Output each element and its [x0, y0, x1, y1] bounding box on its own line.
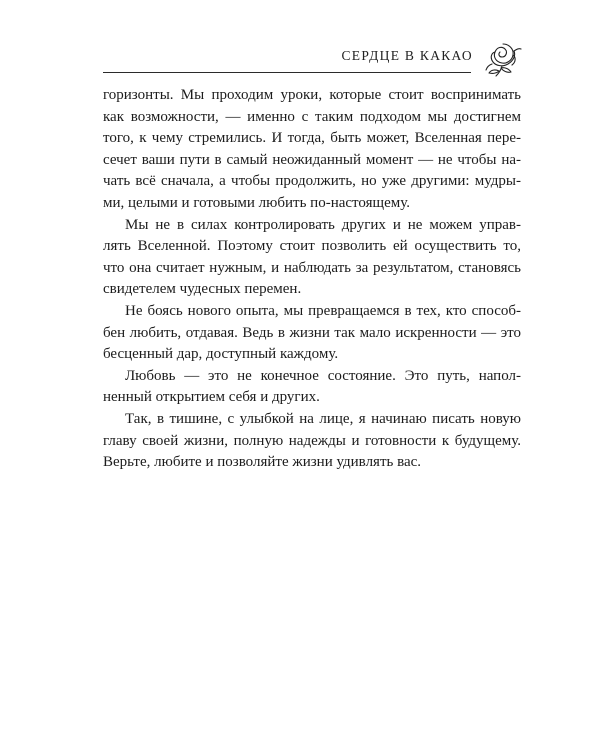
- running-header: [103, 40, 523, 72]
- text-line: ненный открытием себя и других.: [103, 389, 320, 406]
- paragraph: [103, 366, 521, 409]
- body-text: [103, 85, 521, 474]
- text-line: свидетелем чудесных перемен.: [103, 281, 302, 298]
- text-line: что она считает нужным, и наблюдать за результатом, становясь: [103, 259, 521, 276]
- text-line: Так, в тишине, с улыбкой на лице, я начинаю писать новую: [125, 410, 521, 427]
- text-line: сечет ваши пути в самый неожиданный момент — не чтобы на-: [103, 151, 521, 168]
- paragraph: [103, 215, 521, 301]
- paragraph: [103, 409, 521, 474]
- text-line: бесценный дар, доступный каждому.: [103, 346, 339, 363]
- text-line: Не боясь нового опыта, мы превращаемся в тех, кто способ-: [125, 302, 521, 319]
- header-rule: [103, 72, 471, 73]
- text-line: Верьте, любите и позволяйте жизни удивлять вас.: [103, 454, 422, 471]
- text-line: бен любить, отдавая. Ведь в жизни так мало искренности — это: [103, 324, 521, 341]
- text-line: главу своей жизни, полную надежды и готовности к будущему.: [103, 432, 521, 449]
- text-line: как возможности, — именно с таким подходом мы достигнем: [103, 108, 521, 125]
- text-line: чать всё сначала, а чтобы продолжить, но уже другими: мудры-: [103, 173, 521, 190]
- text-line: горизонты. Мы проходим уроки, которые стоит воспринимать: [103, 87, 521, 103]
- text-line: Любовь — это не конечное состояние. Это путь, напол-: [125, 367, 521, 384]
- rose-icon: [483, 40, 523, 78]
- paragraph: [103, 301, 521, 366]
- text-line: того, к чему стремились. И тогда, быть может, Вселенная пере-: [103, 130, 521, 147]
- text-line: Мы не в силах контролировать других и не можем управ-: [125, 216, 521, 233]
- text-line: лять Вселенной. Поэтому стоит позволить ей осуществить то,: [103, 238, 521, 255]
- paragraph: [103, 85, 521, 215]
- running-title: СЕРДЦЕ В КАКАО: [341, 48, 473, 63]
- text-line: ми, целыми и готовыми любить по-настоящему.: [103, 194, 410, 211]
